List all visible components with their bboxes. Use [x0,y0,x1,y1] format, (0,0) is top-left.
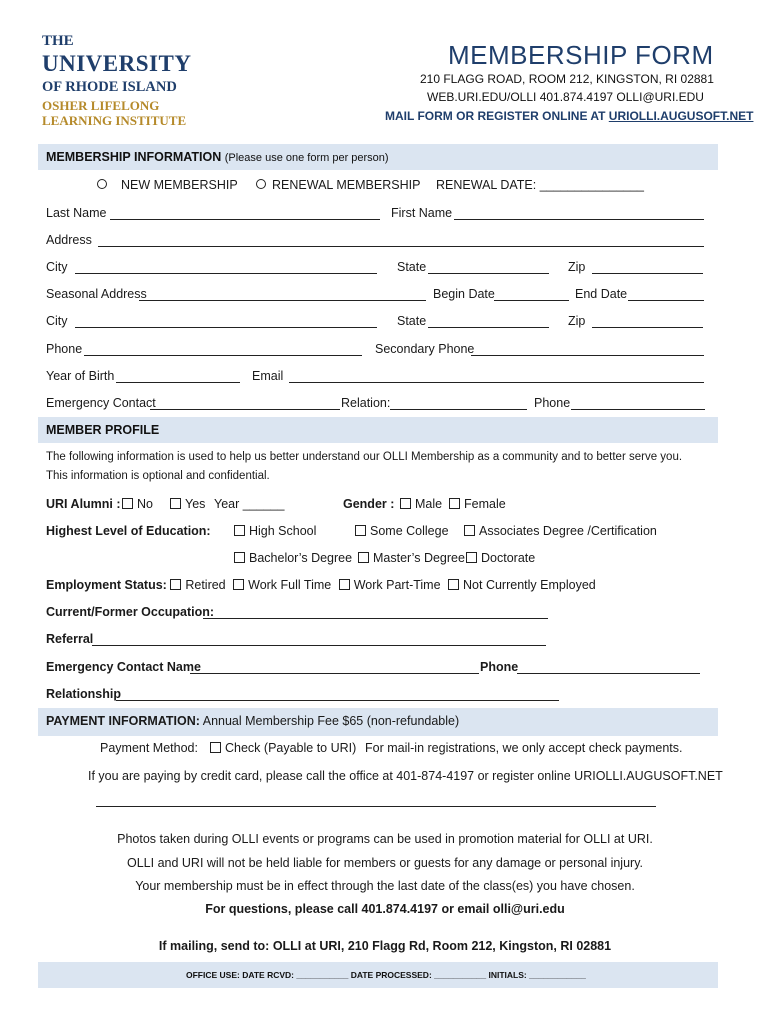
credit-card-note: If you are paying by credit card, please call the office at 401-874-4197 or register online URIOLLI.AUGUSOFT.NET [88,769,723,783]
emergency-phone-field[interactable] [571,409,705,410]
check-payment-label: Check (Payable to URI) [225,741,357,755]
membership-heading-note: (Please use one form per person) [224,152,389,164]
emergency-contact-field[interactable] [150,409,340,410]
header-mail-prefix: MAIL FORM OR REGISTER ONLINE AT [385,109,609,123]
high-school-checkbox[interactable] [234,524,316,538]
address-field[interactable] [98,246,704,247]
header-address: 210 FLAGG ROAD, ROOM 212, KINGSTON, RI 02881 [420,72,714,86]
alumni-yes-checkbox[interactable] [170,497,205,511]
logo-rhode-island: OF RHODE ISLAND [42,79,177,95]
address-label: Address [46,233,92,247]
gender-female-checkbox[interactable] [449,497,506,511]
city-label: City [46,260,68,274]
checkbox-icon[interactable] [233,579,244,590]
education-label: Highest Level of Education: [46,524,211,538]
checkbox-icon[interactable] [170,579,181,590]
alumni-no-checkbox[interactable] [122,497,153,511]
retired-label: Retired [185,578,226,592]
new-membership-label: NEW MEMBERSHIP [121,178,238,192]
part-time-checkbox[interactable] [339,578,441,592]
not-employed-label: Not Currently Employed [463,578,596,592]
check-payment-checkbox[interactable] [210,741,356,755]
relation-field[interactable] [390,409,527,410]
office-use-text: OFFICE USE: DATE RCVD: ___________ DATE PROCESSED: ___________ INITIALS: ____________ [186,970,586,980]
phone-field[interactable] [84,355,362,356]
city-label: City [46,314,68,328]
profile-intro-line2: This information is optional and confidential. [46,470,270,482]
page-title: MEMBERSHIP FORM [448,40,714,70]
emergency-contact-label: Emergency Contact [46,396,156,410]
end-date-field[interactable] [628,300,704,301]
payment-fee: Annual Membership Fee $65 (non-refundable) [202,714,460,728]
checkbox-icon[interactable] [339,579,350,590]
photo-note: Photos taken during OLLI events or programs can be used in promotion material for OLLI at URI. [117,832,653,846]
seasonal-city-field[interactable] [75,327,377,328]
begin-date-field[interactable] [494,300,569,301]
doctorate-label: Doctorate [481,551,536,565]
membership-heading-title: MEMBERSHIP INFORMATION [46,150,222,164]
masters-label: Master’s Degree [373,551,465,565]
checkbox-icon[interactable] [210,742,221,753]
seasonal-zip-field[interactable] [592,327,703,328]
header-contact: WEB.URI.EDU/OLLI 401.874.4197 OLLI@URI.EDU [427,90,704,104]
checkbox-icon[interactable] [234,552,245,563]
zip-label: Zip [568,260,586,274]
bachelors-checkbox[interactable] [234,551,352,565]
state-label: State [397,314,427,328]
referral-field[interactable] [92,645,546,646]
state-field[interactable] [428,273,549,274]
payment-heading [46,714,459,728]
seasonal-state-field[interactable] [428,327,549,328]
checkbox-icon[interactable] [400,498,411,509]
end-date-label: End Date [575,287,628,301]
last-name-field[interactable] [110,219,380,220]
alumni-no-label: No [137,497,153,511]
checkbox-icon[interactable] [122,498,133,509]
year-of-birth-field[interactable] [116,382,240,383]
occupation-field[interactable] [203,618,548,619]
female-label: Female [464,497,506,511]
checkbox-icon[interactable] [449,498,460,509]
not-employed-checkbox[interactable] [448,578,596,592]
city-field[interactable] [75,273,377,274]
payment-method-label: Payment Method: [100,741,198,755]
radio-icon[interactable] [256,179,266,189]
membership-note: Your membership must be in effect through the last date of the class(es) you have chosen. [135,879,635,893]
full-time-checkbox[interactable] [233,578,331,592]
logo-the: THE [42,33,74,49]
emergency-name-phone-label: Phone [480,660,519,674]
male-label: Male [415,497,443,511]
secondary-phone-label: Secondary Phone [375,342,475,356]
renewal-date-field[interactable]: RENEWAL DATE: _______________ [436,178,644,192]
emergency-name-label: Emergency Contact Name [46,660,201,674]
first-name-field[interactable] [454,219,704,220]
employment-label: Employment Status: [46,578,167,592]
state-label: State [397,260,427,274]
relation-label: Relation: [341,396,391,410]
bachelors-label: Bachelor’s Degree [249,551,353,565]
register-link[interactable]: URIOLLI.AUGUSOFT.NET [608,109,754,123]
zip-label: Zip [568,314,586,328]
phone-label: Phone [46,342,83,356]
secondary-phone-field[interactable] [471,355,704,356]
mail-in-note: For mail-in registrations, we only accept check payments. [365,741,683,755]
email-label: Email [252,369,284,383]
year-of-birth-label: Year of Birth [46,369,115,383]
some-college-label: Some College [370,524,449,538]
checkbox-icon[interactable] [358,552,369,563]
uri-alumni-label: URI Alumni : [46,497,121,511]
associates-checkbox[interactable] [464,524,657,538]
high-school-label: High School [249,524,317,538]
zip-field[interactable] [592,273,703,274]
signature-line[interactable] [96,806,656,807]
checkbox-icon[interactable] [466,552,477,563]
seasonal-address-label: Seasonal Address [46,287,147,301]
email-field[interactable] [289,382,704,383]
radio-icon[interactable] [97,179,107,189]
checkbox-icon[interactable] [464,525,475,536]
profile-heading: MEMBER PROFILE [46,423,160,437]
alumni-year-field[interactable]: Year ______ [214,497,285,511]
first-name-label: First Name [391,206,453,220]
seasonal-address-field[interactable] [139,300,426,301]
gender-male-checkbox[interactable] [400,497,442,511]
doctorate-checkbox[interactable] [466,551,535,565]
renewal-membership-label: RENEWAL MEMBERSHIP [272,178,421,192]
checkbox-icon[interactable] [170,498,181,509]
liability-note: OLLI and URI will not be held liable for members or guests for any damage or personal injury. [127,856,643,870]
emergency-name-phone-field[interactable] [517,673,700,674]
checkbox-icon[interactable] [448,579,459,590]
header-mail [385,109,753,123]
masters-checkbox[interactable] [358,551,465,565]
full-time-label: Work Full Time [248,578,332,592]
renewal-membership-option[interactable] [256,178,420,192]
logo-osher: OSHER LIFELONG [42,98,160,113]
employment-row [46,578,596,592]
logo-institute: LEARNING INSTITUTE [42,113,187,128]
mailing-note: If mailing, send to: OLLI at URI, 210 Flagg Rd, Room 212, Kingston, RI 02881 [158,939,612,953]
occupation-label: Current/Former Occupation: [46,605,215,619]
relationship-field[interactable] [116,700,559,701]
questions-note: For questions, please call 401.874.4197 or email olli@uri.edu [205,902,565,916]
retired-checkbox[interactable] [170,578,225,592]
checkbox-icon[interactable] [234,525,245,536]
emergency-phone-label: Phone [534,396,571,410]
alumni-yes-label: Yes [185,497,206,511]
checkbox-icon[interactable] [355,525,366,536]
new-membership-option[interactable] [97,178,238,192]
relationship-label: Relationship [46,687,122,701]
associates-label: Associates Degree /Certification [479,524,657,538]
profile-intro-line1: The following information is used to help us better understand our OLLI Membership as a community and to better serve you. [46,451,683,463]
membership-heading [46,150,389,164]
payment-heading-title: PAYMENT INFORMATION: [46,714,200,728]
logo-university: UNIVERSITY [42,51,192,76]
last-name-label: Last Name [46,206,107,220]
gender-label: Gender : [343,497,395,511]
emergency-name-field[interactable] [190,673,479,674]
referral-label: Referral [46,632,94,646]
part-time-label: Work Part-Time [353,578,441,592]
begin-date-label: Begin Date [433,287,495,301]
some-college-checkbox[interactable] [355,524,449,538]
